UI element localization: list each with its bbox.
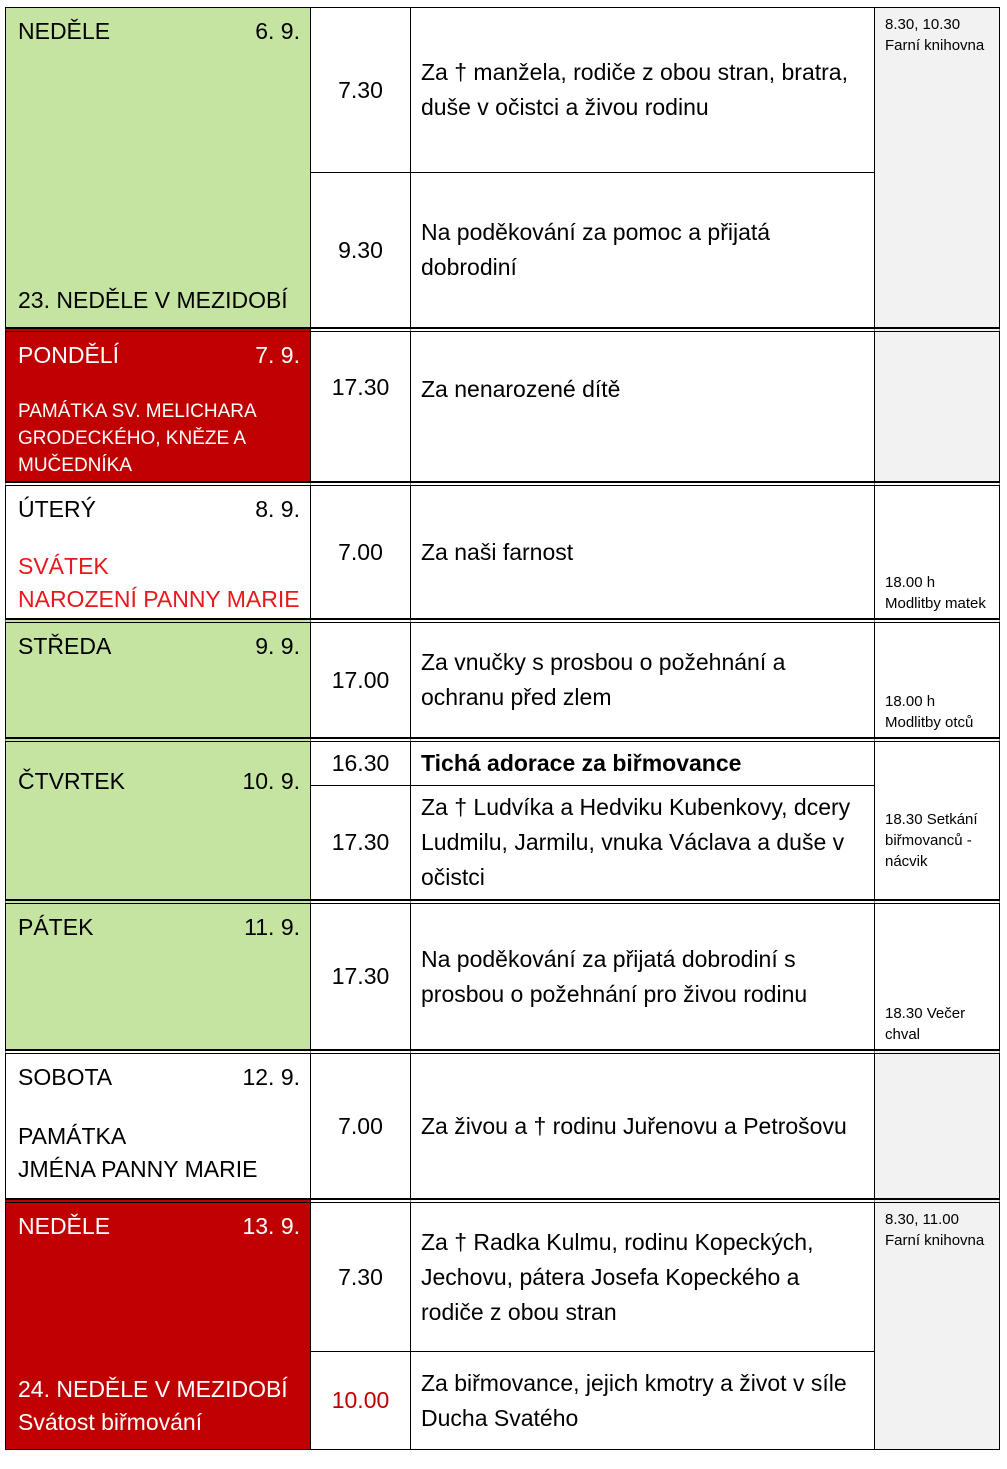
mass-intention: Za naši farnost bbox=[411, 482, 875, 619]
day-cell-saturday bbox=[5, 1050, 311, 1199]
day-cell-sunday-6 bbox=[5, 7, 311, 328]
liturgical-title: 23. NEDĚLE V MEZIDOBÍ bbox=[18, 287, 288, 313]
day-cell-tuesday bbox=[5, 482, 311, 619]
table-row bbox=[5, 619, 1000, 738]
parish-note: 18.00 h Modlitby matek bbox=[875, 482, 1000, 619]
parish-note: 8.30, 10.30 Farní knihovna bbox=[875, 7, 1000, 328]
day-date: 11. 9. bbox=[244, 914, 300, 940]
mass-intention: Za † manžela, rodiče z obou stran, bratra, duše v očistci a živou rodinu bbox=[411, 7, 875, 173]
mass-time: 7.00 bbox=[311, 1050, 411, 1199]
table-row bbox=[5, 1050, 1000, 1199]
feast-title: PAMÁTKA JMÉNA PANNY MARIE bbox=[18, 1123, 258, 1182]
day-date: 13. 9. bbox=[242, 1213, 300, 1239]
mass-time: 17.30 bbox=[311, 786, 411, 900]
day-date: 12. 9. bbox=[242, 1064, 300, 1090]
feast-title: PAMÁTKA SV. MELICHARA GRODECKÉHO, KNĚZE A MUČEDNÍKA bbox=[18, 401, 256, 476]
mass-schedule-table bbox=[5, 7, 1000, 1450]
parish-note: 18.30 Setkání biřmovanců - nácvik bbox=[875, 738, 1000, 900]
table-row bbox=[5, 7, 1000, 173]
mass-intention: Za nenarozené dítě bbox=[411, 328, 875, 482]
day-date: 10. 9. bbox=[242, 768, 300, 794]
parish-note: 18.00 h Modlitby otců bbox=[875, 619, 1000, 738]
parish-note: 8.30, 11.00 Farní knihovna bbox=[875, 1199, 1000, 1450]
mass-time: 9.30 bbox=[311, 173, 411, 328]
day-date: 7. 9. bbox=[255, 342, 300, 368]
mass-time: 10.00 bbox=[311, 1352, 411, 1450]
day-date: 8. 9. bbox=[255, 496, 300, 522]
mass-time: 17.30 bbox=[311, 900, 411, 1050]
mass-intention: Na poděkování za pomoc a přijatá dobrodiní bbox=[411, 173, 875, 328]
mass-intention: Za † Ludvíka a Hedviku Kubenkovy, dcery Ludmilu, Jarmilu, vnuka Václava a duše v očistci bbox=[411, 786, 875, 900]
table-row bbox=[5, 328, 1000, 482]
day-cell-wednesday bbox=[5, 619, 311, 738]
mass-time: 7.30 bbox=[311, 1199, 411, 1352]
day-name: PÁTEK bbox=[18, 914, 94, 940]
day-name: ČTVRTEK bbox=[18, 768, 125, 794]
liturgical-title: 24. NEDĚLE V MEZIDOBÍ Svátost biřmování bbox=[18, 1376, 288, 1435]
feast-title: SVÁTEK NAROZENÍ PANNY MARIE bbox=[18, 553, 300, 612]
day-date: 9. 9. bbox=[255, 633, 300, 659]
table-row bbox=[5, 900, 1000, 1050]
day-cell-thursday bbox=[5, 738, 311, 900]
day-name: NEDĚLE bbox=[18, 1213, 111, 1239]
parish-note bbox=[875, 328, 1000, 482]
day-name: STŘEDA bbox=[18, 633, 112, 659]
day-cell-monday bbox=[5, 328, 311, 482]
day-cell-friday bbox=[5, 900, 311, 1050]
mass-intention: Za † Radka Kulmu, rodinu Kopeckých, Jechovu, pátera Josefa Kopeckého a rodiče z obou stran bbox=[411, 1199, 875, 1352]
mass-intention: Za vnučky s prosbou o požehnání a ochranu před zlem bbox=[411, 619, 875, 738]
parish-note: 18.30 Večer chval bbox=[875, 900, 1000, 1050]
mass-time: 17.30 bbox=[311, 328, 411, 482]
day-cell-sunday-13 bbox=[5, 1199, 311, 1450]
table-row bbox=[5, 482, 1000, 619]
day-name: PONDĚLÍ bbox=[18, 342, 119, 368]
mass-time: 16.30 bbox=[311, 738, 411, 786]
mass-intention: Na poděkování za přijatá dobrodiní s prosbou o požehnání pro živou rodinu bbox=[411, 900, 875, 1050]
day-name: ÚTERÝ bbox=[18, 496, 96, 522]
day-name: SOBOTA bbox=[18, 1064, 113, 1090]
parish-note bbox=[875, 1050, 1000, 1199]
mass-intention: Za živou a † rodinu Juřenovu a Petrošovu bbox=[411, 1050, 875, 1199]
day-date: 6. 9. bbox=[255, 18, 300, 44]
table-row bbox=[5, 738, 1000, 786]
mass-time: 7.30 bbox=[311, 7, 411, 173]
mass-time: 7.00 bbox=[311, 482, 411, 619]
mass-intention: Tichá adorace za biřmovance bbox=[411, 738, 875, 786]
day-name: NEDĚLE bbox=[18, 18, 111, 44]
mass-time: 17.00 bbox=[311, 619, 411, 738]
mass-intention: Za biřmovance, jejich kmotry a život v síle Ducha Svatého bbox=[411, 1352, 875, 1450]
table-row bbox=[5, 1199, 1000, 1352]
